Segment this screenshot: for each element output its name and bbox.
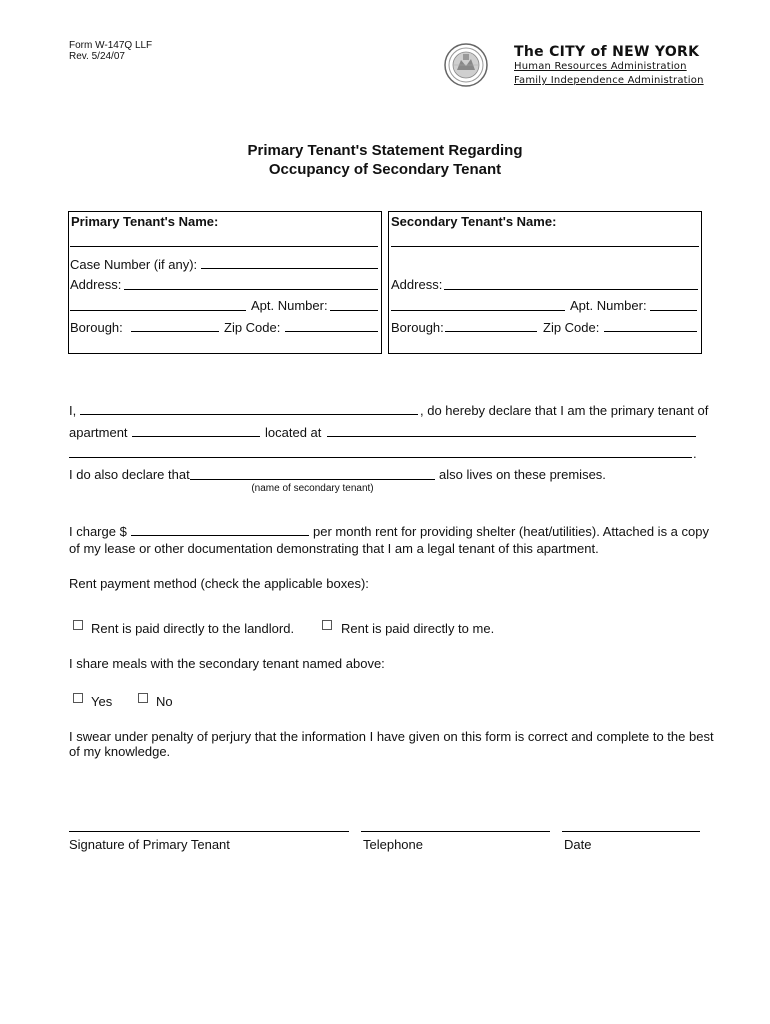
share-meals-yes-label: Yes [91, 694, 113, 709]
rent-to-landlord-checkbox[interactable] [73, 620, 83, 630]
secondary-tenant-name-hint: (name of secondary tenant) [251, 483, 374, 494]
primary-address-label: Address: [70, 277, 122, 292]
nyc-seal-icon [443, 42, 489, 88]
signature-field[interactable] [69, 831, 349, 832]
primary-apt-number-field[interactable] [330, 310, 378, 311]
rent-charge-label: I charge $ [69, 524, 127, 539]
secondary-tenant-name-label: Secondary Tenant's Name: [391, 214, 557, 229]
primary-case-number-label: Case Number (if any): [70, 257, 198, 272]
declaration-apartment-label: apartment [69, 425, 128, 440]
share-meals-no-label: No [156, 694, 173, 709]
telephone-label: Telephone [363, 837, 423, 852]
share-meals-question: I share meals with the secondary tenant named above: [69, 656, 385, 671]
date-field[interactable] [562, 831, 700, 832]
apartment-field[interactable] [132, 436, 260, 437]
primary-address-line2-field[interactable] [70, 310, 246, 311]
rent-lease-text: of my lease or other documentation demonstrating that I am a legal tenant of this apartment. [69, 541, 599, 556]
division-name: Family Independence Administration [514, 75, 704, 86]
secondary-apt-number-field[interactable] [650, 310, 697, 311]
date-label: Date [564, 837, 592, 852]
primary-address-field[interactable] [124, 289, 378, 290]
share-meals-no-checkbox[interactable] [138, 693, 148, 703]
form-title-line2: Occupancy of Secondary Tenant [268, 161, 502, 178]
secondary-zip-field[interactable] [604, 331, 697, 332]
primary-borough-field[interactable] [131, 331, 219, 332]
rent-amount-field[interactable] [131, 535, 309, 536]
declaration-also-label: I do also declare that [69, 467, 190, 482]
primary-tenant-name-label: Primary Tenant's Name: [71, 214, 219, 229]
share-meals-yes-checkbox[interactable] [73, 693, 83, 703]
located-at-field[interactable] [327, 436, 696, 437]
primary-apt-number-label: Apt. Number: [251, 298, 328, 313]
declaration-located-at-label: located at [265, 425, 322, 440]
rent-payment-method-label: Rent payment method (check the applicable boxes): [69, 576, 369, 591]
secondary-borough-field[interactable] [445, 331, 537, 332]
declaration-primary-tenant-of: , do hereby declare that I am the primary tenant of [420, 403, 709, 418]
primary-zip-label: Zip Code: [224, 320, 281, 335]
secondary-zip-label: Zip Code: [543, 320, 600, 335]
declaration-period: . [693, 446, 697, 461]
primary-tenant-name-field[interactable] [70, 246, 378, 247]
form-title-line1: Primary Tenant's Statement Regarding [247, 142, 523, 159]
form-revision: Rev. 5/24/07 [69, 51, 125, 62]
declaration-i-label: I, [69, 403, 77, 418]
secondary-borough-label: Borough: [391, 320, 444, 335]
perjury-statement-line2: of my knowledge. [69, 744, 171, 759]
rent-to-me-checkbox[interactable] [322, 620, 332, 630]
city-name: The CITY of NEW YORK [514, 44, 700, 60]
secondary-tenant-name-declaration-field[interactable] [190, 479, 435, 480]
secondary-apt-number-label: Apt. Number: [570, 298, 647, 313]
form-number: Form W-147Q LLF [69, 40, 153, 51]
secondary-tenant-name-field[interactable] [391, 246, 699, 247]
secondary-address-line2-field[interactable] [391, 310, 565, 311]
primary-zip-field[interactable] [285, 331, 378, 332]
signature-label: Signature of Primary Tenant [69, 837, 230, 852]
rent-to-me-label: Rent is paid directly to me. [341, 621, 495, 636]
rent-to-landlord-label: Rent is paid directly to the landlord. [91, 621, 295, 636]
primary-borough-label: Borough: [70, 320, 123, 335]
primary-case-number-field[interactable] [201, 268, 378, 269]
perjury-statement-line1: I swear under penalty of perjury that the information I have given on this form is correct and complete to the best [69, 729, 714, 744]
rent-per-month-text: per month rent for providing shelter (heat/utilities). Attached is a copy [313, 524, 709, 539]
agency-name: Human Resources Administration [514, 61, 687, 72]
declaration-also-lives: also lives on these premises. [439, 467, 606, 482]
primary-tenant-declarant-field[interactable] [80, 414, 418, 415]
secondary-address-label: Address: [391, 277, 443, 292]
location-line2-field[interactable] [69, 457, 692, 458]
secondary-address-field[interactable] [444, 289, 698, 290]
telephone-field[interactable] [361, 831, 550, 832]
